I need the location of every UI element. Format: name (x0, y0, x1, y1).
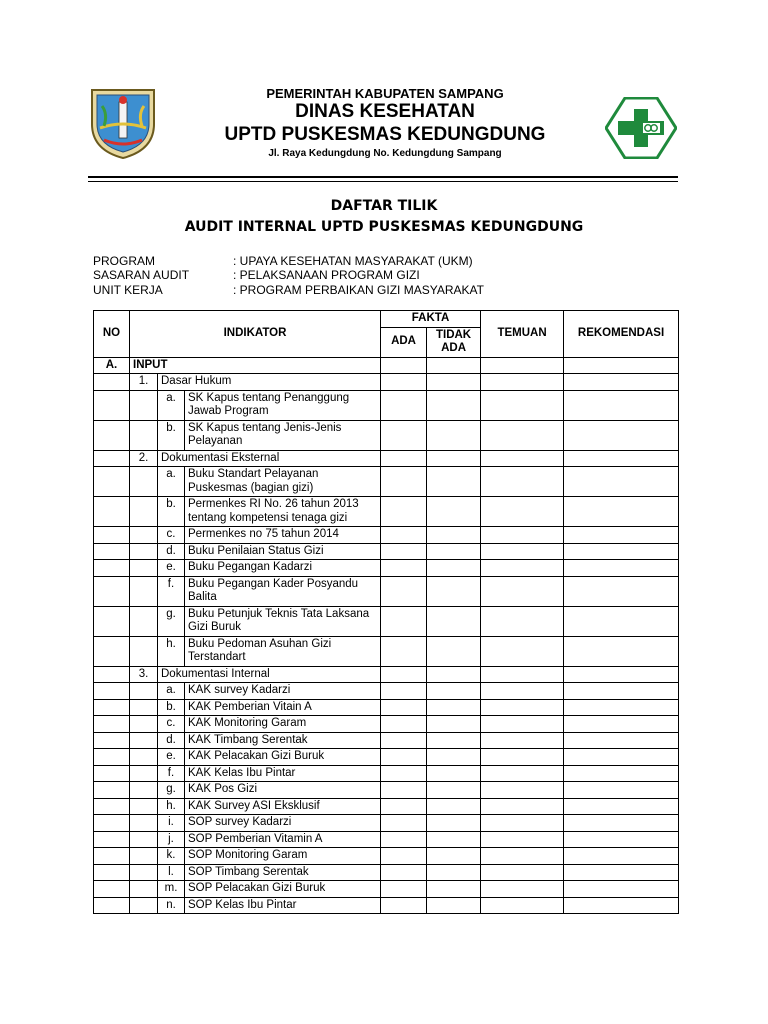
checklist-body (94, 357, 679, 914)
empty-cell (564, 527, 679, 544)
empty-cell (564, 357, 679, 374)
empty-cell (427, 683, 481, 700)
empty-cell (564, 420, 679, 450)
table-cell (130, 390, 158, 420)
table-cell: SOP Timbang Serentak (185, 864, 381, 881)
empty-cell (381, 636, 427, 666)
table-cell: Buku Pedoman Asuhan Gizi Terstandart (185, 636, 381, 666)
empty-cell (427, 606, 481, 636)
empty-cell (381, 749, 427, 766)
table-cell (130, 699, 158, 716)
table-cell: k. (158, 848, 185, 865)
table-cell (130, 497, 158, 527)
table-cell (130, 732, 158, 749)
empty-cell (381, 881, 427, 898)
empty-cell (564, 390, 679, 420)
empty-cell (481, 560, 564, 577)
empty-cell (564, 732, 679, 749)
empty-cell (481, 420, 564, 450)
table-row (94, 576, 679, 606)
empty-cell (481, 374, 564, 391)
document-title: DAFTAR TILIK (330, 198, 438, 214)
table-cell: Buku Petunjuk Teknis Tata Laksana Gizi Buruk (185, 606, 381, 636)
empty-cell (481, 467, 564, 497)
table-row (94, 374, 679, 391)
table-cell: SOP Kelas Ibu Pintar (185, 897, 381, 914)
table-cell (130, 749, 158, 766)
table-cell: 3. (130, 666, 158, 683)
table-row (94, 683, 679, 700)
empty-cell (564, 765, 679, 782)
empty-cell (427, 765, 481, 782)
table-row (94, 732, 679, 749)
col-ada: ADA (381, 327, 427, 357)
regency-emblem-icon (86, 84, 160, 160)
empty-cell (481, 497, 564, 527)
empty-cell (427, 450, 481, 467)
empty-cell (427, 699, 481, 716)
empty-cell (381, 497, 427, 527)
col-rekomendasi: REKOMENDASI (564, 311, 679, 358)
empty-cell (564, 699, 679, 716)
table-row (94, 543, 679, 560)
table-cell: KAK Pos Gizi (185, 782, 381, 799)
table-cell: Buku Pegangan Kadarzi (185, 560, 381, 577)
header-divider-thick (88, 176, 678, 178)
empty-cell (381, 699, 427, 716)
table-cell (94, 881, 130, 898)
info-label: SASARAN AUDIT (93, 268, 190, 282)
col-no: NO (94, 311, 130, 358)
empty-cell (564, 897, 679, 914)
table-cell: n. (158, 897, 185, 914)
header-address: Jl. Raya Kedungdung No. Kedungdung Sampang (268, 148, 502, 159)
table-cell: KAK Pelacakan Gizi Buruk (185, 749, 381, 766)
table-cell: h. (158, 798, 185, 815)
table-cell: g. (158, 606, 185, 636)
table-cell: Dokumentasi Internal (158, 666, 381, 683)
table-cell: 1. (130, 374, 158, 391)
empty-cell (427, 897, 481, 914)
empty-cell (427, 374, 481, 391)
table-row (94, 357, 679, 374)
table-cell: e. (158, 749, 185, 766)
header-institution: UPTD PUSKESMAS KEDUNGDUNG (224, 124, 546, 145)
table-cell (94, 765, 130, 782)
table-cell: h. (158, 636, 185, 666)
table-cell: SK Kapus tentang Penanggung Jawab Program (185, 390, 381, 420)
empty-cell (381, 716, 427, 733)
table-cell (94, 699, 130, 716)
empty-cell (564, 560, 679, 577)
empty-cell (381, 390, 427, 420)
table-cell (94, 527, 130, 544)
empty-cell (564, 782, 679, 799)
table-cell (94, 831, 130, 848)
table-cell (94, 560, 130, 577)
col-tidak-ada: TIDAK ADA (427, 327, 481, 357)
empty-cell (564, 543, 679, 560)
table-row (94, 467, 679, 497)
table-cell: c. (158, 527, 185, 544)
table-cell: l. (158, 864, 185, 881)
table-cell (94, 666, 130, 683)
empty-cell (481, 357, 564, 374)
info-sasaran (93, 268, 420, 282)
empty-cell (564, 450, 679, 467)
table-cell (94, 864, 130, 881)
empty-cell (427, 749, 481, 766)
table-row (94, 897, 679, 914)
table-cell: SOP Pelacakan Gizi Buruk (185, 881, 381, 898)
table-cell (130, 848, 158, 865)
table-row (94, 831, 679, 848)
info-value: : PROGRAM PERBAIKAN GIZI MASYARAKAT (233, 283, 484, 297)
table-cell: i. (158, 815, 185, 832)
empty-cell (564, 864, 679, 881)
table-cell (94, 497, 130, 527)
table-cell (94, 420, 130, 450)
empty-cell (381, 897, 427, 914)
table-cell (94, 606, 130, 636)
table-cell (130, 527, 158, 544)
col-fakta: FAKTA (381, 311, 481, 328)
col-temuan: TEMUAN (481, 311, 564, 358)
empty-cell (381, 576, 427, 606)
table-cell: KAK survey Kadarzi (185, 683, 381, 700)
empty-cell (381, 543, 427, 560)
table-row (94, 765, 679, 782)
empty-cell (381, 420, 427, 450)
table-cell (130, 420, 158, 450)
empty-cell (381, 374, 427, 391)
table-row (94, 749, 679, 766)
header-agency: DINAS KESEHATAN (295, 101, 475, 122)
table-row (94, 815, 679, 832)
table-cell (130, 636, 158, 666)
table-row (94, 864, 679, 881)
empty-cell (481, 831, 564, 848)
table-cell: KAK Monitoring Garam (185, 716, 381, 733)
table-cell (94, 636, 130, 666)
empty-cell (381, 560, 427, 577)
col-indikator: INDIKATOR (130, 311, 381, 358)
empty-cell (427, 467, 481, 497)
empty-cell (427, 543, 481, 560)
table-row (94, 782, 679, 799)
table-row (94, 497, 679, 527)
table-cell: f. (158, 576, 185, 606)
empty-cell (564, 497, 679, 527)
info-label: UNIT KERJA (93, 283, 163, 297)
table-row (94, 390, 679, 420)
empty-cell (381, 815, 427, 832)
checklist-table (93, 310, 679, 914)
table-cell (130, 881, 158, 898)
table-row (94, 798, 679, 815)
table-cell (130, 815, 158, 832)
table-row (94, 606, 679, 636)
info-value: : UPAYA KESEHATAN MASYARAKAT (UKM) (233, 254, 473, 268)
empty-cell (427, 716, 481, 733)
table-cell (94, 683, 130, 700)
header-government: PEMERINTAH KABUPATEN SAMPANG (266, 86, 504, 101)
empty-cell (481, 543, 564, 560)
table-cell: d. (158, 732, 185, 749)
empty-cell (427, 357, 481, 374)
table-cell (94, 732, 130, 749)
empty-cell (381, 831, 427, 848)
empty-cell (481, 606, 564, 636)
table-row (94, 636, 679, 666)
empty-cell (564, 576, 679, 606)
info-unit (93, 283, 484, 297)
empty-cell (427, 864, 481, 881)
table-cell: Dasar Hukum (158, 374, 381, 391)
empty-cell (381, 467, 427, 497)
table-cell (94, 749, 130, 766)
table-cell (130, 864, 158, 881)
table-cell (94, 782, 130, 799)
empty-cell (381, 666, 427, 683)
empty-cell (381, 798, 427, 815)
table-cell (130, 798, 158, 815)
empty-cell (564, 636, 679, 666)
table-cell: j. (158, 831, 185, 848)
table-cell: Dokumentasi Eksternal (158, 450, 381, 467)
table-cell (130, 782, 158, 799)
table-cell (94, 576, 130, 606)
empty-cell (427, 527, 481, 544)
empty-cell (564, 683, 679, 700)
table-cell (130, 683, 158, 700)
table-cell: SK Kapus tentang Jenis-Jenis Pelayanan (185, 420, 381, 450)
table-cell: 2. (130, 450, 158, 467)
table-cell: Buku Penilaian Status Gizi (185, 543, 381, 560)
table-cell: SOP Pemberian Vitamin A (185, 831, 381, 848)
table-cell: SOP Monitoring Garam (185, 848, 381, 865)
table-row (94, 666, 679, 683)
empty-cell (427, 560, 481, 577)
empty-cell (381, 357, 427, 374)
table-cell (130, 897, 158, 914)
empty-cell (481, 390, 564, 420)
table-cell: INPUT (130, 357, 381, 374)
empty-cell (481, 782, 564, 799)
info-program (93, 254, 473, 268)
empty-cell (427, 666, 481, 683)
empty-cell (427, 798, 481, 815)
table-cell: SOP survey Kadarzi (185, 815, 381, 832)
table-row (94, 848, 679, 865)
empty-cell (481, 815, 564, 832)
empty-cell (427, 881, 481, 898)
empty-cell (427, 782, 481, 799)
table-cell: e. (158, 560, 185, 577)
table-cell (94, 848, 130, 865)
empty-cell (381, 732, 427, 749)
empty-cell (481, 666, 564, 683)
table-cell (130, 716, 158, 733)
empty-cell (564, 716, 679, 733)
info-label: PROGRAM (93, 254, 156, 268)
empty-cell (564, 374, 679, 391)
empty-cell (427, 815, 481, 832)
table-cell (94, 374, 130, 391)
table-cell: b. (158, 420, 185, 450)
header-divider-thin (88, 181, 678, 182)
table-cell (130, 467, 158, 497)
empty-cell (481, 636, 564, 666)
table-cell: f. (158, 765, 185, 782)
table-cell: A. (94, 357, 130, 374)
table-cell (94, 543, 130, 560)
table-cell: Buku Pegangan Kader Posyandu Balita (185, 576, 381, 606)
empty-cell (481, 765, 564, 782)
table-row (94, 420, 679, 450)
table-cell: m. (158, 881, 185, 898)
empty-cell (481, 699, 564, 716)
empty-cell (481, 527, 564, 544)
table-cell (94, 798, 130, 815)
table-cell: d. (158, 543, 185, 560)
table-cell: KAK Kelas Ibu Pintar (185, 765, 381, 782)
table-cell: c. (158, 716, 185, 733)
empty-cell (381, 683, 427, 700)
empty-cell (564, 815, 679, 832)
info-value: : PELAKSANAAN PROGRAM GIZI (233, 268, 420, 282)
table-cell: Permenkes RI No. 26 tahun 2013 tentang kompetensi tenaga gizi (185, 497, 381, 527)
empty-cell (381, 606, 427, 636)
table-cell (130, 606, 158, 636)
table-cell: g. (158, 782, 185, 799)
table-cell (94, 716, 130, 733)
table-row (94, 699, 679, 716)
empty-cell (481, 881, 564, 898)
document-subtitle: AUDIT INTERNAL UPTD PUSKESMAS KEDUNGDUNG (184, 219, 584, 235)
empty-cell (427, 848, 481, 865)
table-cell: a. (158, 390, 185, 420)
empty-cell (564, 467, 679, 497)
table-cell (94, 897, 130, 914)
empty-cell (381, 450, 427, 467)
empty-cell (564, 831, 679, 848)
empty-cell (481, 576, 564, 606)
empty-cell (381, 765, 427, 782)
empty-cell (564, 848, 679, 865)
empty-cell (481, 716, 564, 733)
empty-cell (427, 497, 481, 527)
empty-cell (564, 666, 679, 683)
empty-cell (564, 749, 679, 766)
empty-cell (381, 527, 427, 544)
empty-cell (481, 732, 564, 749)
table-cell (94, 467, 130, 497)
empty-cell (481, 683, 564, 700)
table-row (94, 450, 679, 467)
empty-cell (481, 798, 564, 815)
empty-cell (564, 606, 679, 636)
empty-cell (427, 390, 481, 420)
empty-cell (381, 782, 427, 799)
table-row (94, 527, 679, 544)
table-row (94, 716, 679, 733)
empty-cell (427, 420, 481, 450)
empty-cell (564, 798, 679, 815)
table-cell: KAK Pemberian Vitain A (185, 699, 381, 716)
table-row (94, 560, 679, 577)
empty-cell (564, 881, 679, 898)
empty-cell (381, 848, 427, 865)
empty-cell (427, 576, 481, 606)
empty-cell (481, 864, 564, 881)
table-cell: a. (158, 467, 185, 497)
empty-cell (427, 636, 481, 666)
empty-cell (481, 897, 564, 914)
empty-cell (381, 864, 427, 881)
table-cell (130, 765, 158, 782)
table-row (94, 881, 679, 898)
table-cell: KAK Survey ASI Eksklusif (185, 798, 381, 815)
table-cell (130, 831, 158, 848)
table-cell (130, 543, 158, 560)
table-cell: b. (158, 699, 185, 716)
empty-cell (427, 732, 481, 749)
empty-cell (481, 749, 564, 766)
empty-cell (481, 848, 564, 865)
table-cell (130, 576, 158, 606)
table-cell: Permenkes no 75 tahun 2014 (185, 527, 381, 544)
table-cell: a. (158, 683, 185, 700)
table-cell: KAK Timbang Serentak (185, 732, 381, 749)
empty-cell (481, 450, 564, 467)
empty-cell (427, 831, 481, 848)
table-cell (94, 390, 130, 420)
table-cell (94, 815, 130, 832)
table-cell (130, 560, 158, 577)
table-cell: Buku Standart Pelayanan Puskesmas (bagian gizi) (185, 467, 381, 497)
table-cell (94, 450, 130, 467)
table-cell: b. (158, 497, 185, 527)
